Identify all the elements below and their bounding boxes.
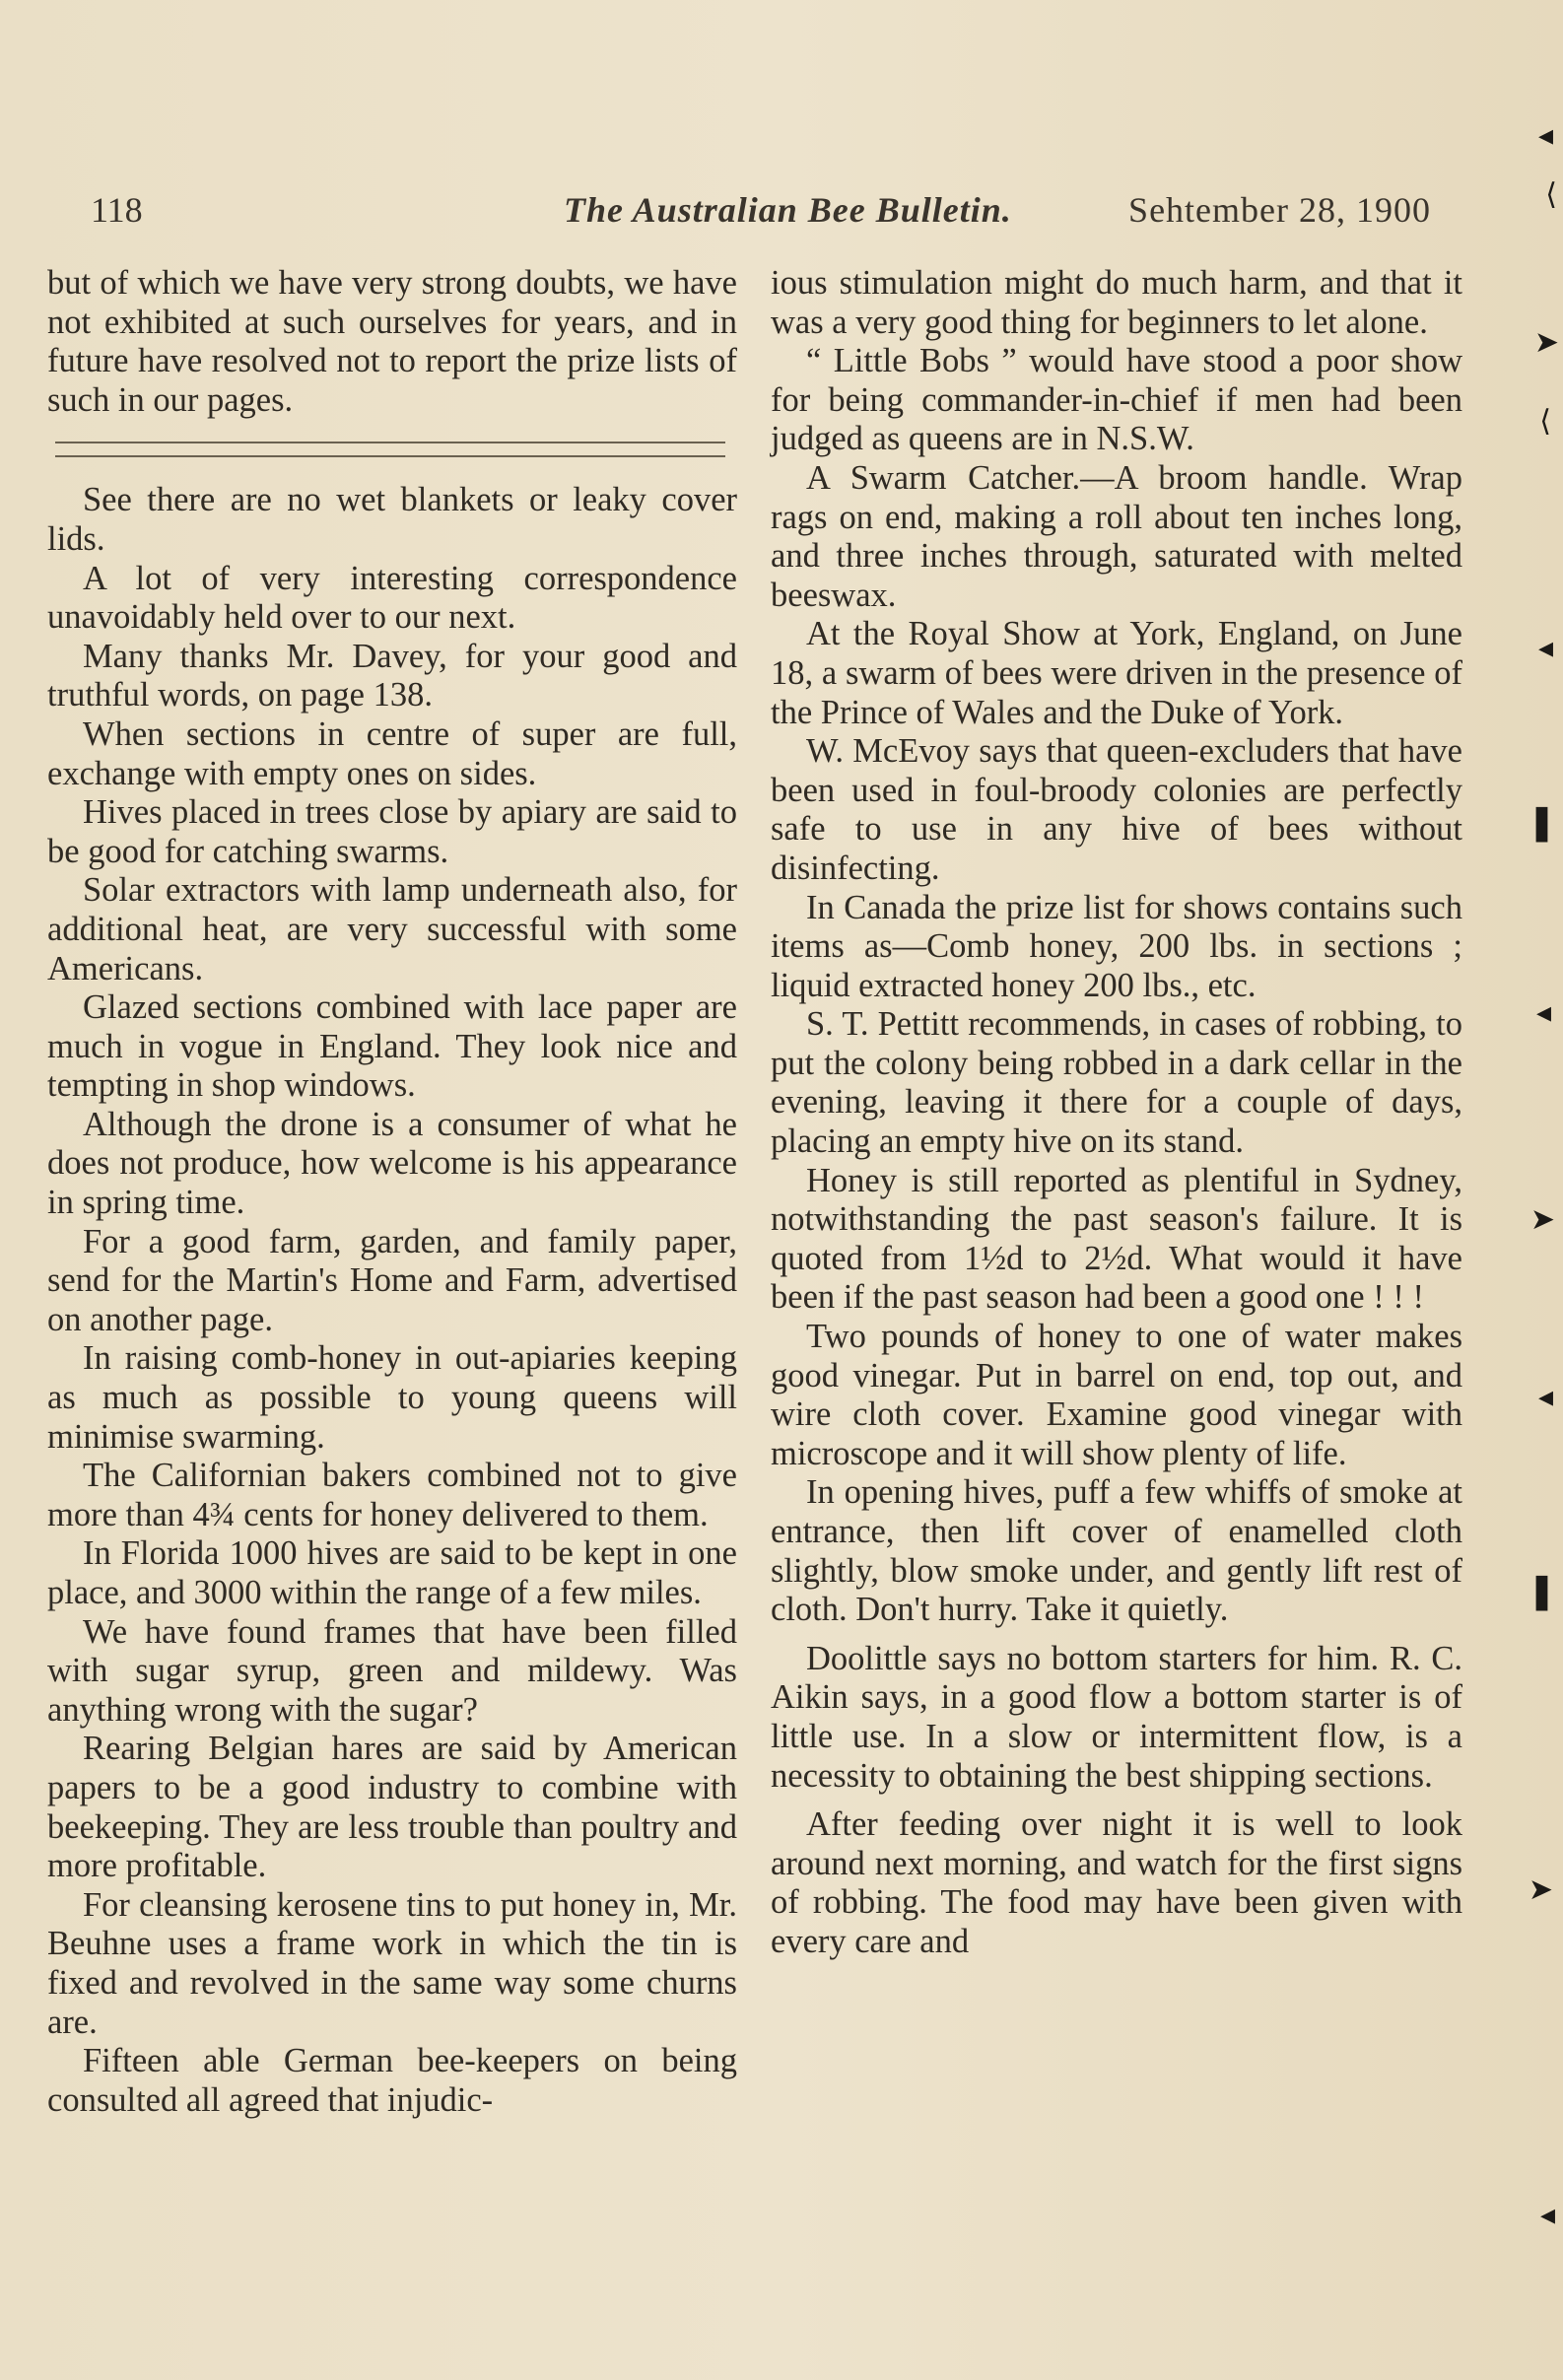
paragraph: Solar extractors with lamp underneath also, for additional heat, are very successful with some Americans.	[47, 871, 737, 987]
paragraph: When sections in centre of super are full, exchange with empty ones on sides.	[47, 714, 737, 792]
paragraph: but of which we have very strong doubts, we have not exhibited at such ourselves for years, and in future have resolved not to report the prize lists of such in our pages.	[47, 264, 737, 419]
paragraph: At the Royal Show at York, England, on June 18, a swarm of bees were driven in the presence of the Prince of Wales and the Duke of York.	[771, 615, 1462, 731]
paragraph: For a good farm, garden, and family paper, send for the Martin's Home and Farm, advertised on another page.	[47, 1222, 737, 1338]
paragraph: A Swarm Catcher.—A broom handle. Wrap rags on end, making a roll about ten inches long, and three inches through, saturated with melted beeswax.	[771, 458, 1462, 614]
paragraph: “ Little Bobs ” would have stood a poor show for being commander-in-chief if men had been judged as queens are in N.S.W.	[771, 342, 1462, 458]
paragraph: Rearing Belgian hares are said by American papers to be a good industry to combine with beekeeping. They are less trouble than poultry and more profitable.	[47, 1730, 737, 1885]
paragraph: After feeding over night it is well to look around next morning, and watch for the first signs of robbing. The food may have been given with every care and	[771, 1805, 1462, 1960]
paragraph: In Florida 1000 hives are said to be kept in one place, and 3000 within the range of a few miles.	[47, 1534, 737, 1611]
publication-title: The Australian Bee Bulletin.	[564, 190, 1012, 230]
section-divider	[55, 442, 725, 457]
paragraph: In opening hives, puff a few whiffs of smoke at entrance, then lift cover of enamelled cloth slightly, blow smoke under, and gently lift rest of cloth. Don't hurry. Take it quietly.	[771, 1473, 1462, 1629]
binding-mark-icon: ▌	[1535, 1577, 1559, 1611]
binding-mark-icon: ◂	[1537, 118, 1553, 153]
page-header	[91, 189, 1431, 238]
paragraph: W. McEvoy says that queen-excluders that have been used in foul-broody colonies are perfectly safe to use in any hive of bees without disinfecting.	[771, 732, 1462, 887]
paragraph: See there are no wet blankets or leaky cover lids.	[47, 481, 737, 558]
binding-mark-icon: ⟨	[1545, 177, 1557, 212]
page-number: 118	[91, 190, 143, 230]
paragraph: We have found frames that have been filled with sugar syrup, green and mildewy. Was anything wrong with the sugar?	[47, 1612, 737, 1729]
binding-mark-icon: ◂	[1537, 1380, 1553, 1414]
binding-mark-icon: ⟨	[1539, 404, 1551, 439]
binding-mark-icon: ◂	[1539, 2198, 1555, 2232]
paragraph: Although the drone is a consumer of what he does not produce, how welcome is his appearance in spring time.	[47, 1105, 737, 1222]
binding-mark-icon: ◂	[1535, 995, 1551, 1030]
paragraph: Glazed sections combined with lace paper are much in vogue in England. They look nice and tempting in shop windows.	[47, 988, 737, 1105]
paragraph: Hives placed in trees close by apiary are said to be good for catching swarms.	[47, 793, 737, 870]
binding-mark-icon: ➤	[1529, 1202, 1555, 1237]
binding-mark-icon: ◂	[1537, 631, 1553, 665]
binding-mark-icon: ➤	[1533, 325, 1559, 360]
paragraph: The Californian bakers combined not to give more than 4¾ cents for honey delivered to them.	[47, 1457, 737, 1533]
paragraph: Two pounds of honey to one of water makes good vinegar. Put in barrel on end, top out, and wire cloth cover. Examine good vinegar with microscope and it will show plenty of life.	[771, 1318, 1462, 1472]
issue-date: Sehtember 28, 1900	[1128, 190, 1431, 230]
binding-edge-marks	[1504, 0, 1563, 2380]
left-column	[47, 264, 737, 2120]
paragraph: For cleansing kerosene tins to put honey in, Mr. Beuhne uses a frame work in which the tin is fixed and revolved in the same way some churns are.	[47, 1885, 737, 2041]
paragraph: In Canada the prize list for shows contains such items as—Comb honey, 200 lbs. in sections ; liquid extracted honey 200 lbs., etc.	[771, 888, 1462, 1004]
binding-mark-icon: ➤	[1528, 1872, 1553, 1907]
paragraph: ious stimulation might do much harm, and that it was a very good thing for beginners to let alone.	[771, 264, 1462, 341]
paragraph: Honey is still reported as plentiful in Sydney, notwithstanding the past season's failure. It is quoted from 1½d to 2½d. What would it have been if the past season had been a good one ! ! !	[771, 1161, 1462, 1317]
paragraph: In raising comb-honey in out-apiaries keeping as much as possible to young queens will minimise swarming.	[47, 1339, 737, 1456]
paragraph: A lot of very interesting correspondence unavoidably held over to our next.	[47, 559, 737, 637]
binding-mark-icon: ▌	[1535, 808, 1559, 843]
right-column	[771, 264, 1462, 1962]
paragraph: Fifteen able German bee-keepers on being consulted all agreed that injudic-	[47, 2042, 737, 2119]
paragraph: Doolittle says no bottom starters for him. R. C. Aikin says, in a good flow a bottom starter is of little use. In a slow or intermittent flow, is a necessity to obtaining the best shipping sections.	[771, 1639, 1462, 1795]
paragraph: Many thanks Mr. Davey, for your good and truthful words, on page 138.	[47, 637, 737, 714]
paragraph: S. T. Pettitt recommends, in cases of robbing, to put the colony being robbed in a dark cellar in the evening, leaving it there for a couple of days, placing an empty hive on its stand.	[771, 1005, 1462, 1161]
